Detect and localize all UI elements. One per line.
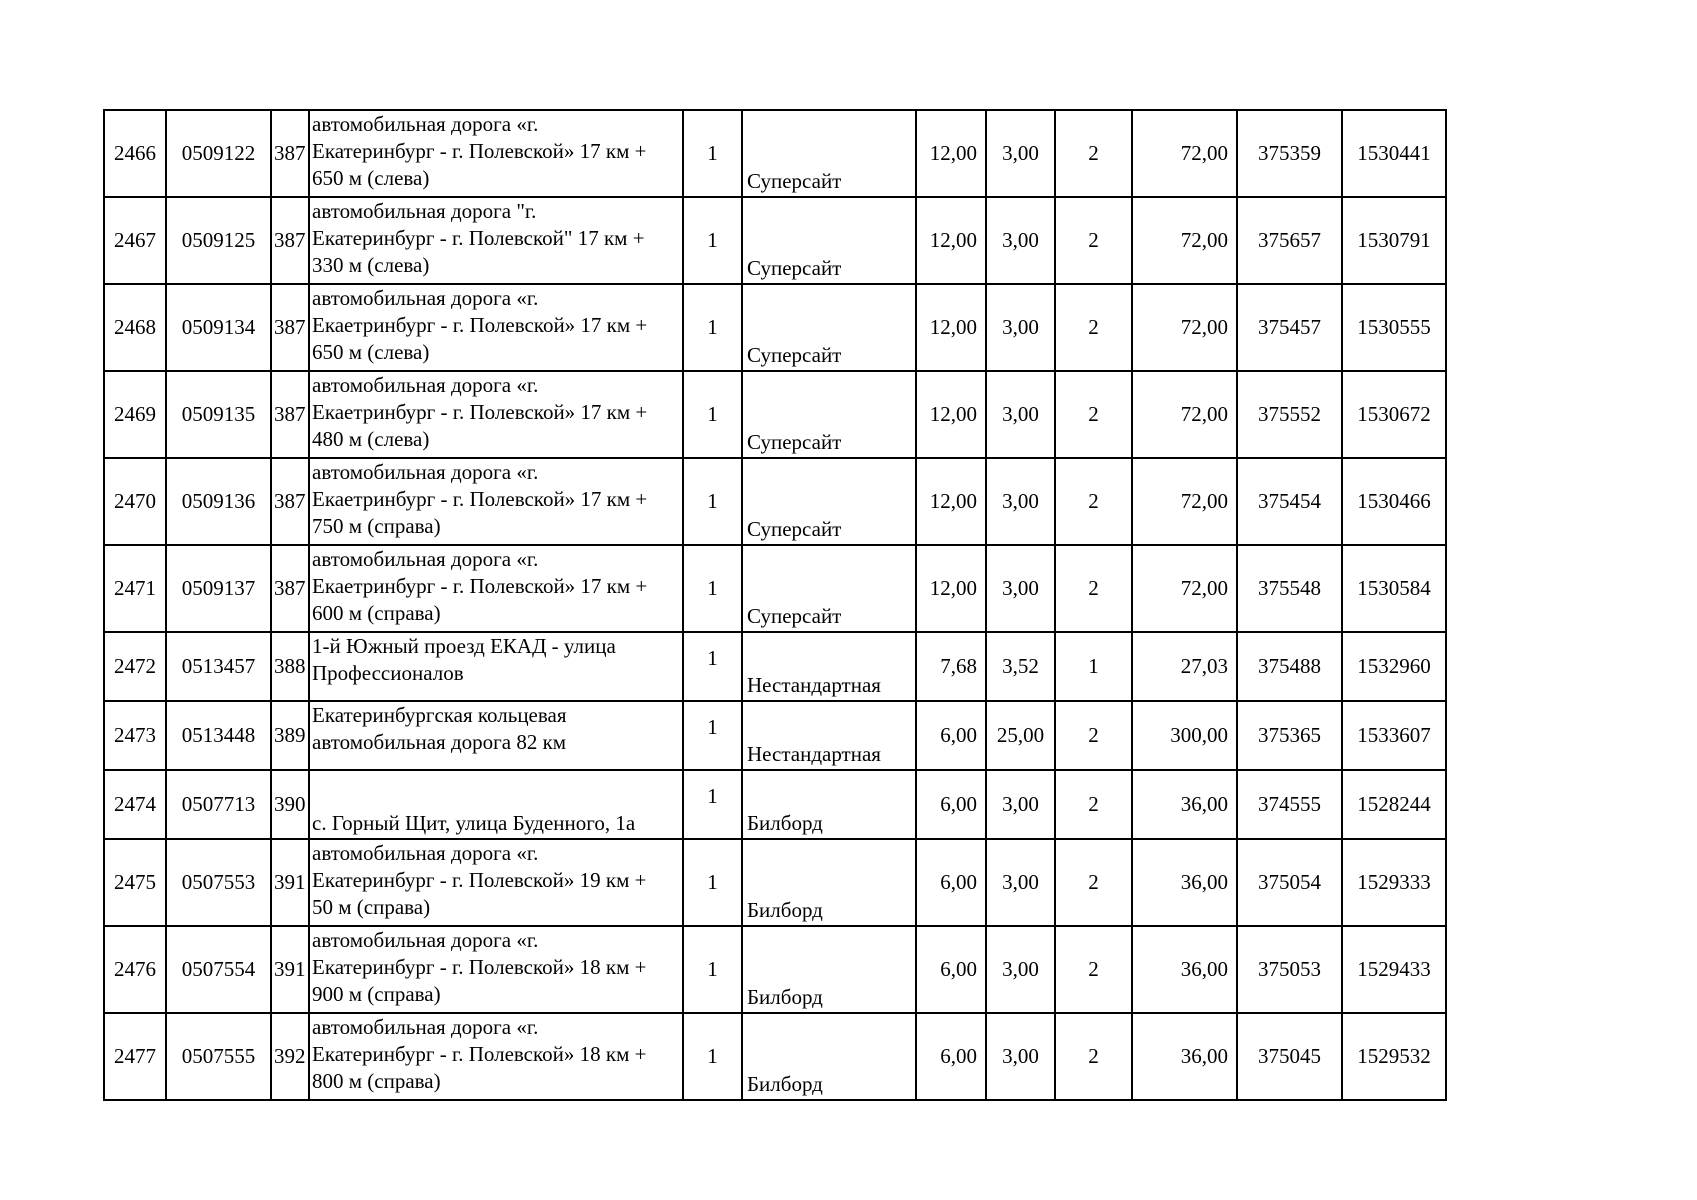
address-cell [309,770,683,839]
address-line: Екатеринбург - г. Полевской" 17 км + [312,226,645,250]
structure-type-cell: Суперсайт [742,458,916,545]
table-row [104,770,1446,839]
structure-type-cell: Билборд [742,926,916,1013]
sides-count-cell: 2 [1055,701,1132,770]
coordinate-x-cell: 374555 [1237,770,1342,839]
structure-id-cell: 0507555 [166,1013,271,1100]
code-cell: 389 [271,701,309,770]
structure-id-cell: 0509136 [166,458,271,545]
coordinate-y-cell: 1530584 [1342,545,1446,632]
height-cell: 3,00 [986,1013,1055,1100]
area-cell: 72,00 [1132,284,1237,371]
structure-type-cell: Билборд [742,770,916,839]
height-cell: 3,52 [986,632,1055,701]
area-cell: 27,03 [1132,632,1237,701]
sides-count-cell: 2 [1055,545,1132,632]
table-row [104,839,1446,926]
coordinate-y-cell: 1529333 [1342,839,1446,926]
row-number-cell: 2474 [104,770,166,839]
coordinate-x-cell: 375454 [1237,458,1342,545]
coordinate-x-cell: 375548 [1237,545,1342,632]
code-cell: 387 [271,284,309,371]
row-number-cell: 2477 [104,1013,166,1100]
address-line: 50 м (справа) [312,895,431,919]
coordinate-y-cell: 1530791 [1342,197,1446,284]
structure-type-cell: Суперсайт [742,284,916,371]
sides-count-cell: 2 [1055,839,1132,926]
table-row [104,197,1446,284]
sides-count-cell: 2 [1055,458,1132,545]
sides-count-cell: 2 [1055,197,1132,284]
structure-type-cell: Билборд [742,839,916,926]
coordinate-y-cell: 1528244 [1342,770,1446,839]
row-number-cell: 2472 [104,632,166,701]
structure-type-cell: Нестандартная [742,701,916,770]
coordinate-y-cell: 1529433 [1342,926,1446,1013]
table-row [104,632,1446,701]
address-cell [309,545,683,632]
sides-count-cell: 2 [1055,926,1132,1013]
structure-id-cell: 0513457 [166,632,271,701]
row-number-cell: 2466 [104,110,166,197]
code-cell: 392 [271,1013,309,1100]
structure-id-cell: 0509137 [166,545,271,632]
address-line: 330 м (слева) [312,253,430,277]
quantity-cell: 1 [683,926,742,1013]
sides-count-cell: 2 [1055,1013,1132,1100]
address-line: автомобильная дорога «г. [312,460,539,484]
address-line: автомобильная дорога «г. [312,547,539,571]
coordinate-x-cell: 375053 [1237,926,1342,1013]
area-cell: 72,00 [1132,371,1237,458]
table-row [104,371,1446,458]
area-cell: 36,00 [1132,1013,1237,1100]
coordinate-x-cell: 375045 [1237,1013,1342,1100]
height-cell: 25,00 [986,701,1055,770]
coordinate-y-cell: 1533607 [1342,701,1446,770]
table-row [104,110,1446,197]
address-line: автомобильная дорога «г. [312,841,539,865]
structure-id-cell: 0513448 [166,701,271,770]
code-cell: 391 [271,926,309,1013]
height-cell: 3,00 [986,926,1055,1013]
quantity-cell: 1 [683,701,742,770]
address-line: Екаетринбург - г. Полевской» 17 км + [312,400,648,424]
address-line: 900 м (справа) [312,982,441,1006]
height-cell: 3,00 [986,545,1055,632]
row-number-cell: 2467 [104,197,166,284]
coordinate-x-cell: 375365 [1237,701,1342,770]
address-cell [309,110,683,197]
address-line: автомобильная дорога "г. [312,199,537,223]
width-cell: 12,00 [916,545,986,632]
quantity-cell: 1 [683,284,742,371]
address-cell [309,197,683,284]
coordinate-y-cell: 1530466 [1342,458,1446,545]
structure-id-cell: 0509135 [166,371,271,458]
structure-type-cell: Суперсайт [742,371,916,458]
address-line: Екаетринбург - г. Полевской» 17 км + [312,313,648,337]
address-cell [309,284,683,371]
width-cell: 12,00 [916,371,986,458]
height-cell: 3,00 [986,371,1055,458]
table-row [104,545,1446,632]
area-cell: 72,00 [1132,545,1237,632]
quantity-cell: 1 [683,110,742,197]
row-number-cell: 2473 [104,701,166,770]
table-row [104,458,1446,545]
coordinate-x-cell: 375359 [1237,110,1342,197]
address-line: 650 м (слева) [312,166,430,190]
address-line: Екаетринбург - г. Полевской» 17 км + [312,487,648,511]
width-cell: 12,00 [916,284,986,371]
structure-type-cell: Нестандартная [742,632,916,701]
address-line: автомобильная дорога «г. [312,928,539,952]
address-cell [309,1013,683,1100]
sides-count-cell: 2 [1055,110,1132,197]
height-cell: 3,00 [986,197,1055,284]
width-cell: 6,00 [916,701,986,770]
row-number-cell: 2475 [104,839,166,926]
coordinate-x-cell: 375657 [1237,197,1342,284]
sides-count-cell: 2 [1055,284,1132,371]
structure-type-cell: Суперсайт [742,197,916,284]
address-cell [309,632,683,701]
area-cell: 300,00 [1132,701,1237,770]
width-cell: 12,00 [916,110,986,197]
width-cell: 12,00 [916,458,986,545]
address-cell [309,701,683,770]
address-line: автомобильная дорога «г. [312,1015,539,1039]
height-cell: 3,00 [986,110,1055,197]
area-cell: 36,00 [1132,839,1237,926]
code-cell: 391 [271,839,309,926]
area-cell: 36,00 [1132,926,1237,1013]
quantity-cell: 1 [683,545,742,632]
table-row [104,926,1446,1013]
address-line: автомобильная дорога «г. [312,286,539,310]
address-cell [309,371,683,458]
coordinate-y-cell: 1529532 [1342,1013,1446,1100]
address-line: Профессионалов [312,661,464,685]
row-number-cell: 2471 [104,545,166,632]
quantity-cell: 1 [683,458,742,545]
structure-id-cell: 0509134 [166,284,271,371]
address-line: Екатеринбург - г. Полевской» 18 км + [312,955,647,979]
address-line: автомобильная дорога «г. [312,112,539,136]
row-number-cell: 2469 [104,371,166,458]
coordinate-x-cell: 375457 [1237,284,1342,371]
code-cell: 387 [271,458,309,545]
address-line: Екаетринбург - г. Полевской» 17 км + [312,574,648,598]
sides-count-cell: 2 [1055,371,1132,458]
row-number-cell: 2468 [104,284,166,371]
address-line: автомобильная дорога «г. [312,373,539,397]
coordinate-y-cell: 1530672 [1342,371,1446,458]
coordinate-x-cell: 375552 [1237,371,1342,458]
code-cell: 387 [271,545,309,632]
area-cell: 72,00 [1132,197,1237,284]
quantity-cell: 1 [683,632,742,701]
structure-id-cell: 0507554 [166,926,271,1013]
coordinate-y-cell: 1530441 [1342,110,1446,197]
address-line: Екатеринбургская кольцевая [312,703,567,727]
code-cell: 387 [271,197,309,284]
height-cell: 3,00 [986,839,1055,926]
coordinate-x-cell: 375054 [1237,839,1342,926]
table-row [104,1013,1446,1100]
code-cell: 388 [271,632,309,701]
quantity-cell: 1 [683,770,742,839]
quantity-cell: 1 [683,371,742,458]
structure-id-cell: 0507553 [166,839,271,926]
structure-id-cell: 0509122 [166,110,271,197]
code-cell: 390 [271,770,309,839]
row-number-cell: 2470 [104,458,166,545]
address-line: Екатеринбург - г. Полевской» 18 км + [312,1042,647,1066]
area-cell: 72,00 [1132,110,1237,197]
width-cell: 6,00 [916,926,986,1013]
address-line: 480 м (слева) [312,427,430,451]
structure-type-cell: Суперсайт [742,110,916,197]
coordinate-y-cell: 1530555 [1342,284,1446,371]
code-cell: 387 [271,110,309,197]
width-cell: 6,00 [916,770,986,839]
address-line: 800 м (справа) [312,1069,441,1093]
address-line: Екатеринбург - г. Полевской» 19 км + [312,868,647,892]
address-cell [309,926,683,1013]
width-cell: 7,68 [916,632,986,701]
address-line: 600 м (справа) [312,601,441,625]
structure-type-cell: Билборд [742,1013,916,1100]
height-cell: 3,00 [986,458,1055,545]
advertising-structures-table [103,109,1447,1101]
address-line: 750 м (справа) [312,514,441,538]
quantity-cell: 1 [683,839,742,926]
area-cell: 36,00 [1132,770,1237,839]
address-cell [309,839,683,926]
coordinate-y-cell: 1532960 [1342,632,1446,701]
address-line: автомобильная дорога 82 км [312,730,567,754]
row-number-cell: 2476 [104,926,166,1013]
code-cell: 387 [271,371,309,458]
quantity-cell: 1 [683,1013,742,1100]
address-line: с. Горный Щит, улица Буденного, 1а [312,811,636,835]
area-cell: 72,00 [1132,458,1237,545]
height-cell: 3,00 [986,284,1055,371]
height-cell: 3,00 [986,770,1055,839]
quantity-cell: 1 [683,197,742,284]
sides-count-cell: 2 [1055,770,1132,839]
address-line: 650 м (слева) [312,340,430,364]
coordinate-x-cell: 375488 [1237,632,1342,701]
structure-type-cell: Суперсайт [742,545,916,632]
address-cell [309,458,683,545]
structure-id-cell: 0509125 [166,197,271,284]
table-row [104,284,1446,371]
table-row [104,701,1446,770]
address-line: 1-й Южный проезд ЕКАД - улица [312,634,616,658]
address-line: Екатеринбург - г. Полевской» 17 км + [312,139,647,163]
sides-count-cell: 1 [1055,632,1132,701]
width-cell: 12,00 [916,197,986,284]
width-cell: 6,00 [916,1013,986,1100]
width-cell: 6,00 [916,839,986,926]
structure-id-cell: 0507713 [166,770,271,839]
